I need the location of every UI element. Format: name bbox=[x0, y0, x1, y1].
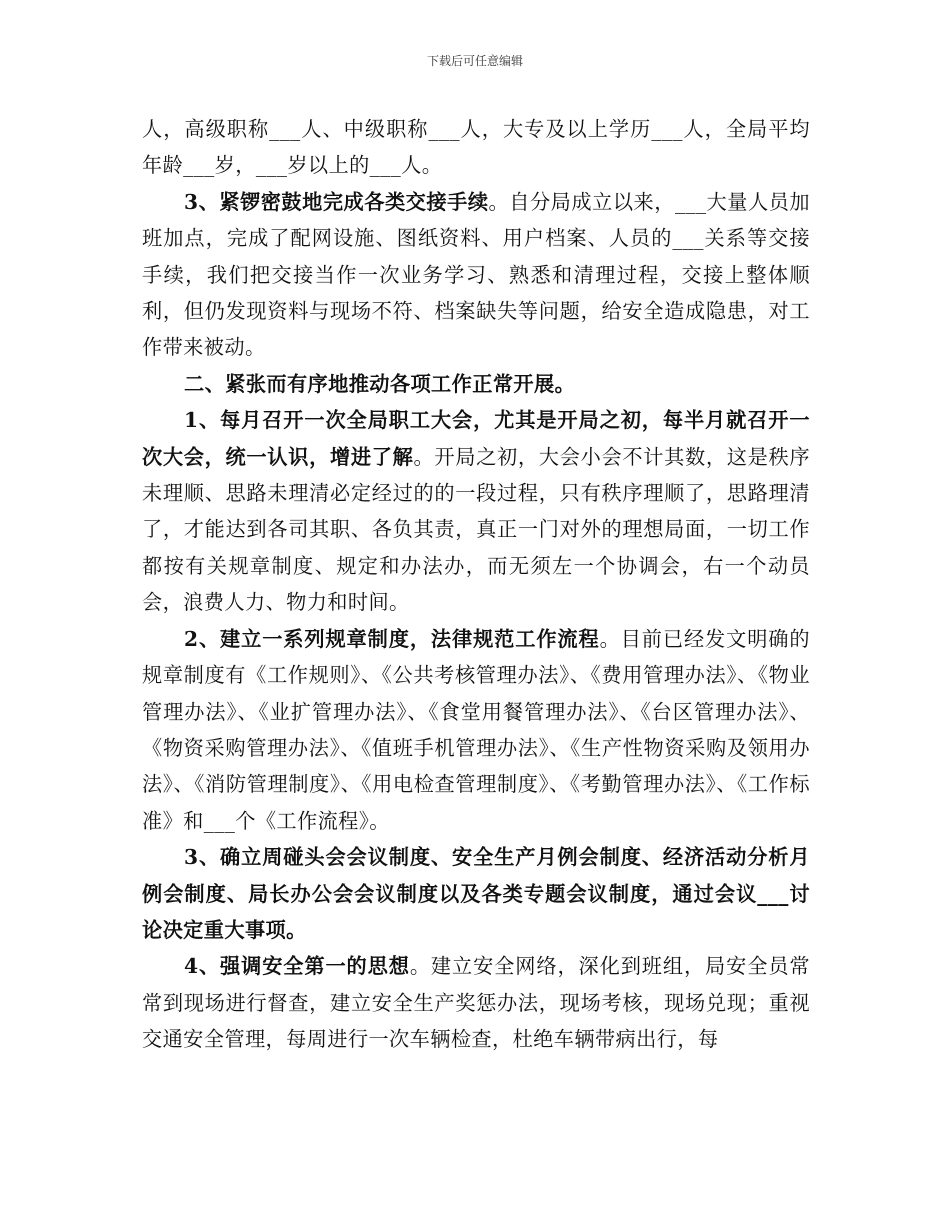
paragraph-heading: 3、确立周碰头会会议制度、安全生产月例会制度、经济活动分析月例会制度、局长办公会会议制度以及各类专题会议制度，通过会议___讨论决定重大事项。 bbox=[142, 845, 810, 942]
paragraph-heading: 1、每月召开一次全局职工大会，尤其是开局之初，每半月就召开一次大会，统一认识，增进了解 bbox=[142, 408, 810, 469]
paragraph-regulations bbox=[142, 621, 810, 839]
page-header: 下载后可任意编辑 bbox=[426, 54, 523, 68]
paragraph-heading: 3、紧锣密鼓地完成各类交接手续 bbox=[184, 189, 489, 214]
paragraph-continuation bbox=[142, 111, 810, 184]
paragraph-text: 。自分局成立以来，___大量人员加班加点，完成了配网设施、图纸资料、用户档案、人员的___关系等交接手续，我们把交接当作一次业务学习、熟悉和清理过程，交接上整体顺利，但仍发现资料与现场不符、档案缺失等问题，给安全造成隐患，对工作带来被动。 bbox=[142, 189, 810, 360]
paragraph-text: 。建立安全网络，深化到班组，局安全员常常到现场进行督查，建立安全生产奖惩办法，现场考核，现场兑现；重视交通安全管理，每周进行一次车辆检查，杜绝车辆带病出行，每 bbox=[142, 954, 810, 1052]
section-heading-text: 二、紧张而有序地推动各项工作正常开展。 bbox=[184, 371, 576, 396]
paragraph-meeting-system bbox=[142, 839, 810, 948]
paragraph-text: 。开局之初，大会小会不计其数，这是秩序未理顺、思路未理清必定经过的的一段过程，只有秩序理顺了，思路理清了，才能达到各司其职、各负其责，真正一门对外的理想局面，一切工作都按有关规章制度、规定和办法办，而无须左一个协调会，右一个动员会，浪费人力、物力和时间。 bbox=[142, 444, 810, 615]
paragraph-handover bbox=[142, 184, 810, 366]
paragraph-text: 。目前已经发文明确的规章制度有《工作规则》、《公共考核管理办法》、《费用管理办法》、《物业管理办法》、《业扩管理办法》、《食堂用餐管理办法》、《台区管理办法》、《物资采购管理办法》、《值班手机管理办法》、《生产性物资采购及领用办法》、《消防管理制度》、《用电检查管理制度》、《考勤管理办法》、《工作标准》和___个《工作流程》。 bbox=[142, 626, 810, 833]
document-body bbox=[142, 111, 810, 1058]
paragraph-safety bbox=[142, 948, 810, 1057]
section-heading bbox=[142, 366, 810, 402]
paragraph-staff-meeting bbox=[142, 402, 810, 620]
paragraph-text: 人，高级职称___人、中级职称___人，大专及以上学历___人，全局平均年龄___岁，___岁以上的___人。 bbox=[142, 117, 810, 178]
paragraph-heading: 4、强调安全第一的思想 bbox=[184, 954, 410, 979]
paragraph-heading: 2、建立一系列规章制度，法律规范工作流程 bbox=[184, 626, 600, 651]
